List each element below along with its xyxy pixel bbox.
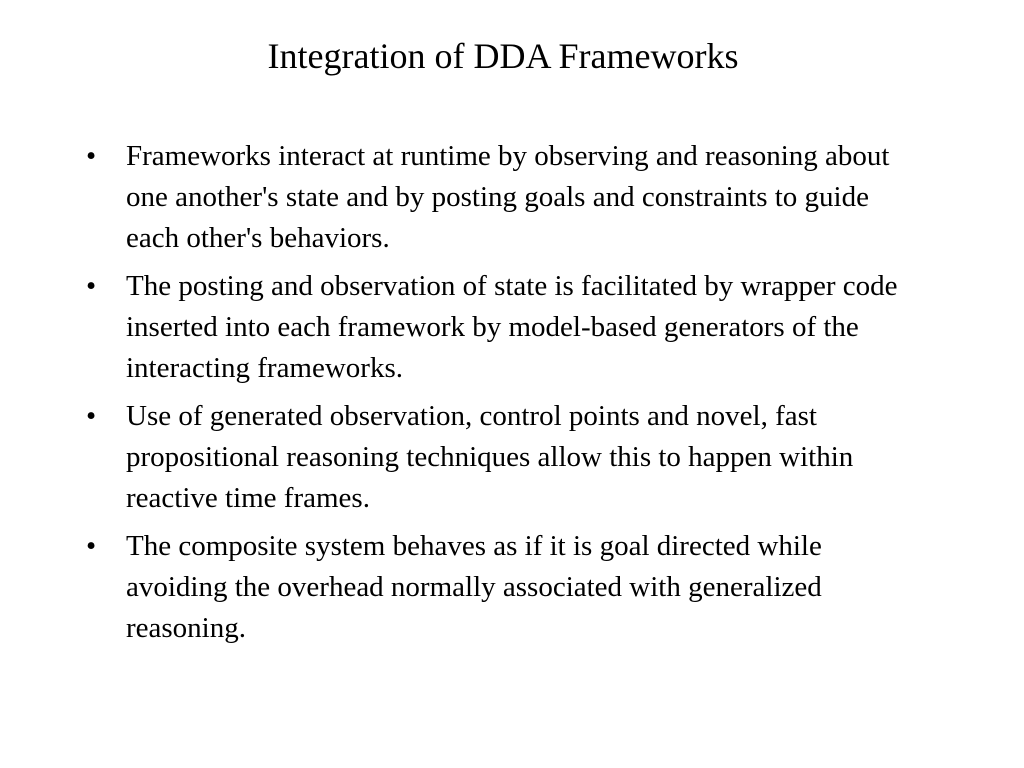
bullet-item-1 <box>86 136 916 259</box>
bullet-item-3 <box>86 396 916 519</box>
slide-title: Integration of DDA Frameworks <box>267 36 739 76</box>
bullet-icon: • <box>86 140 97 172</box>
bullet-text: Use of generated observation, control points and novel, fast propositional reasoning techniques allow this to happen within reactive time frames. <box>126 400 854 514</box>
bullet-icon: • <box>86 530 97 562</box>
bullet-text: The posting and observation of state is facilitated by wrapper code inserted into each framework by model-based generators of the interacting frameworks. <box>126 270 898 384</box>
bullet-text: Frameworks interact at runtime by observing and reasoning about one another's state and by posting goals and constraints to guide each other's behaviors. <box>126 140 890 254</box>
bullet-icon: • <box>86 400 97 432</box>
bullet-list <box>86 136 916 656</box>
bullet-item-4 <box>86 526 916 649</box>
bullet-icon: • <box>86 270 97 302</box>
bullet-item-2 <box>86 266 916 389</box>
bullet-text: The composite system behaves as if it is goal directed while avoiding the overhead normally associated with generalized reasoning. <box>126 530 822 644</box>
